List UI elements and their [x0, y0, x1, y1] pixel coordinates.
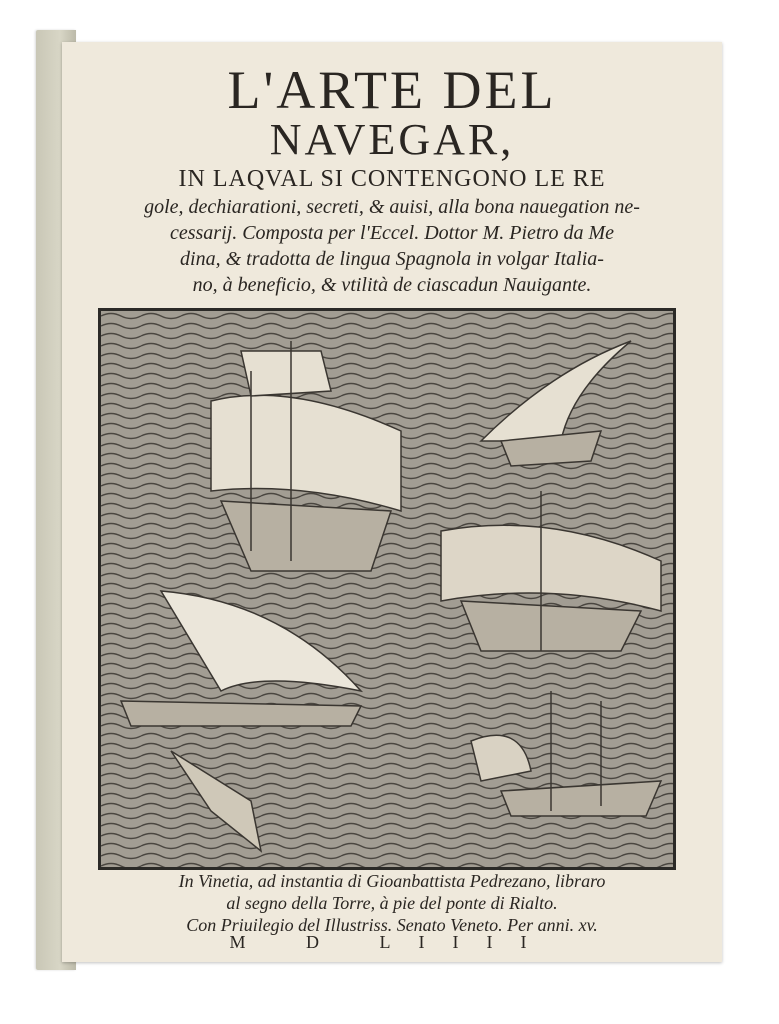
title-line-3: IN LAQVAL SI CONTENGONO LE RE: [178, 166, 606, 192]
subtitle-line-1: gole, dechiarationi, secreti, & auisi, alla bona nauegation ne-: [144, 196, 640, 218]
title-line-2: NAVEGAR,: [269, 115, 515, 164]
title-page: [62, 42, 722, 962]
imprint-line-1: In Vinetia, ad instantia di Gioanbattista Pedrezano, libraro: [178, 871, 606, 891]
woodcut-art: [101, 311, 673, 867]
imprint-line-2: al segno della Torre, à pie del ponte di Rialto.: [226, 893, 558, 913]
subtitle-line-4: no, à beneficio, & vtilità de ciascadun Nauigante.: [192, 274, 592, 296]
title-line-1: L'ARTE DEL: [227, 60, 557, 120]
imprint-line-3: Con Priuilegio del Illustriss. Senato Veneto. Per anni. xv.: [186, 915, 598, 935]
subtitle-line-2: cessarij. Composta per l'Eccel. Dottor M. Pietro da Me: [169, 222, 615, 244]
ships-woodcut-illustration: [98, 308, 676, 870]
book: [36, 30, 724, 970]
subtitle-line-3: dina, & tradotta de lingua Spagnola in volgar Italia-: [180, 248, 604, 270]
publication-date: M D LIIII: [229, 932, 555, 952]
